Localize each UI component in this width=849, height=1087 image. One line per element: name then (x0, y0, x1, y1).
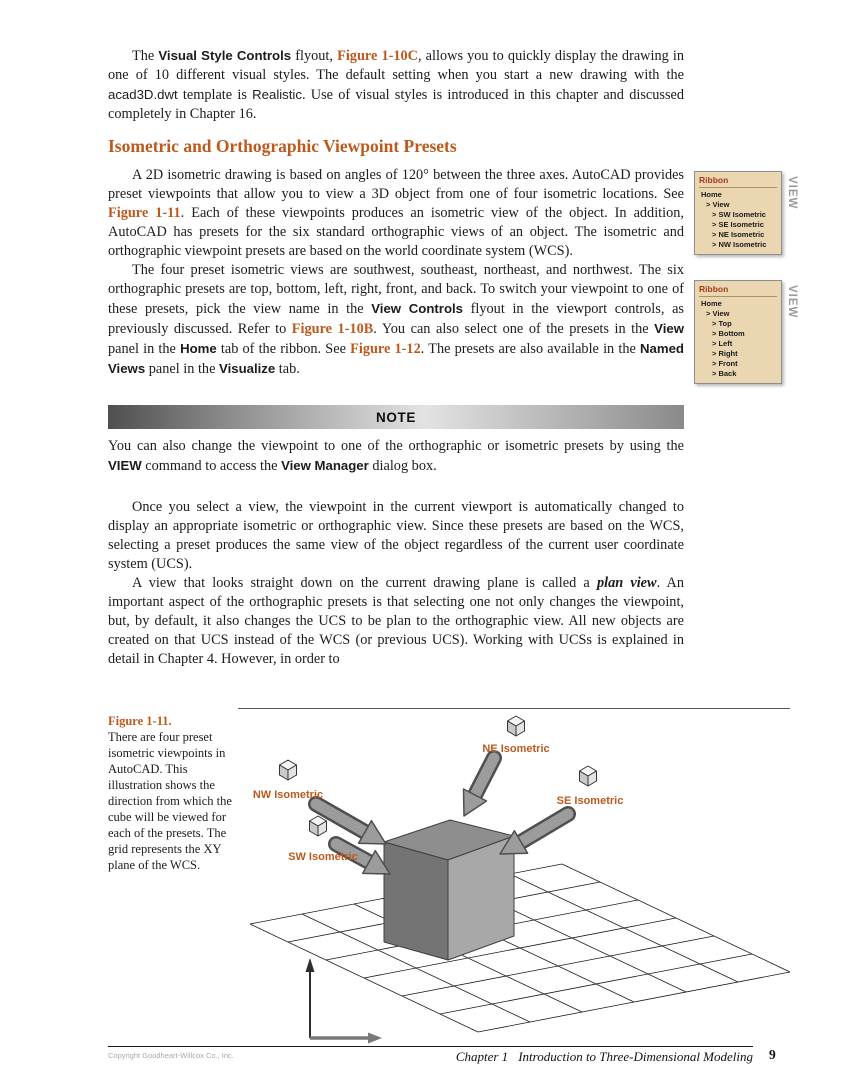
ribbon-menu-item: > Back (712, 369, 737, 378)
ribbon-menu-item: > View (706, 200, 730, 209)
ribbon-box-title: Ribbon (699, 284, 777, 297)
footer-chapter-number: Chapter 1 (455, 1049, 509, 1064)
cube (384, 820, 514, 960)
ribbon-menu-item: > Bottom (712, 329, 745, 338)
footer-copyright: Copyright Goodheart-Willcox Co., Inc. (108, 1051, 234, 1060)
figure-caption (108, 713, 236, 873)
ne-isometric-label: NE Isometric (482, 743, 550, 755)
se-cube-icon (580, 766, 597, 786)
footer-divider (108, 1046, 753, 1047)
se-arrow (500, 814, 568, 854)
wcs-grid (250, 864, 790, 1032)
note-header-bar (108, 405, 684, 429)
section-body (108, 166, 684, 379)
ribbon-menu-item: > View (706, 309, 730, 318)
section-heading: Isometric and Orthographic Viewpoint Presets (108, 136, 457, 156)
ribbon-menu-path (699, 299, 777, 379)
ne-cube-icon (508, 716, 525, 736)
ribbon-menu-item: Home (701, 299, 722, 308)
view-command-vertical-label: VIEW (786, 176, 798, 210)
ribbon-menu-item: > Front (712, 359, 738, 368)
note-label: NOTE (376, 409, 416, 425)
footer-chapter-title: Introduction to Three-Dimensional Modeling (518, 1049, 753, 1064)
paragraph-presets: The four preset isometric views are southwest, southeast, northeast, and northwest. The six orthographic presets are top, bottom, left, right, front, and back. To switch your viewpoint to one of these presets, pick the view name in the View Controls flyout in the viewport controls, as previously discussed. Refer to Figure 1-10B. You can also select one of the presets in the View panel in the Home tab of the ribbon. See Figure 1-12. The presets are also available in the Named Views panel in the Visualize tab. (108, 262, 684, 377)
ribbon-menu-item: > Right (712, 349, 738, 358)
intro-paragraph: The Visual Style Controls flyout, Figure 1-10C, allows you to quickly display the drawing in one of 10 different visual styles. The default setting when you start a new drawing with the acad3D.dwt template is Realistic. Use of visual styles is introduced in this chapter and discussed completely in Chapter 16. (108, 48, 685, 122)
ribbon-box-title: Ribbon (699, 175, 777, 188)
paragraph-isometric: A 2D isometric drawing is based on angles of 120° between the three axes. AutoCAD provides preset viewpoints that allow you to view a 3D object from one of four isometric locations. See Figure 1-11. Each of these viewpoints produces an isometric view of the object. In addition, AutoCAD has presets for the six standard orthographic views of an object. The isometric and orthographic viewpoint presets are based on the world coordinate system (WCS). (108, 167, 684, 259)
sw-isometric-label: SW Isometric (288, 851, 358, 863)
figure-divider (238, 708, 790, 709)
nw-isometric-label: NW Isometric (252, 789, 324, 801)
ribbon-reference-box-isometric (694, 171, 782, 255)
figure-1-11-illustration (238, 712, 790, 1047)
ribbon-menu-item: > Top (712, 319, 732, 328)
ribbon-menu-item: > SW Isometric (712, 210, 766, 219)
paragraph-view-selection: Once you select a view, the viewpoint in the current viewport is automatically changed to display an appropriate isometric or orthographic view. Since these presets are based on the WCS, selecting a preset produces the same view of the object regardless of the current user coordinate system (UCS). (108, 499, 684, 572)
se-isometric-label: SE Isometric (556, 795, 624, 807)
footer-chapter (300, 1049, 753, 1065)
nw-cube-icon (280, 760, 297, 780)
figure-caption-text: There are four preset isometric viewpoints in AutoCAD. This illustration shows the direction from which the cube will be viewed for each of the presets. The grid represents the XY plane of the WCS. (108, 730, 232, 872)
wcs-axis-icon (306, 958, 383, 1044)
ribbon-menu-item: > NW Isometric (712, 240, 767, 249)
page-number: 9 (769, 1047, 776, 1062)
ne-arrow (464, 758, 495, 816)
body-continued (108, 498, 684, 669)
ribbon-reference-box-orthographic (694, 280, 782, 384)
ribbon-menu-item: Home (701, 190, 722, 199)
ribbon-menu-item: > SE Isometric (712, 220, 764, 229)
view-command-vertical-label: VIEW (786, 285, 798, 319)
note-text: You can also change the viewpoint to one of the orthographic or isometric presets by using the VIEW command to access the View Manager dialog box. (108, 438, 684, 474)
ribbon-menu-item: > Left (712, 339, 733, 348)
paragraph-plan-view: A view that looks straight down on the current drawing plane is called a plan view. An important aspect of the orthographic presets is that selecting one not only changes the viewpoint, but, by default, it also changes the UCS to be plan to the orthographic view. All new objects are created on that UCS instead of the WCS (or previous UCS). Working with UCSs is explained in detail in Chapter 4. However, in order to (108, 575, 684, 667)
sw-cube-icon (310, 816, 327, 836)
figure-label: Figure 1-11. (108, 714, 172, 728)
ribbon-menu-item: > NE Isometric (712, 230, 765, 239)
ribbon-menu-path (699, 190, 777, 250)
